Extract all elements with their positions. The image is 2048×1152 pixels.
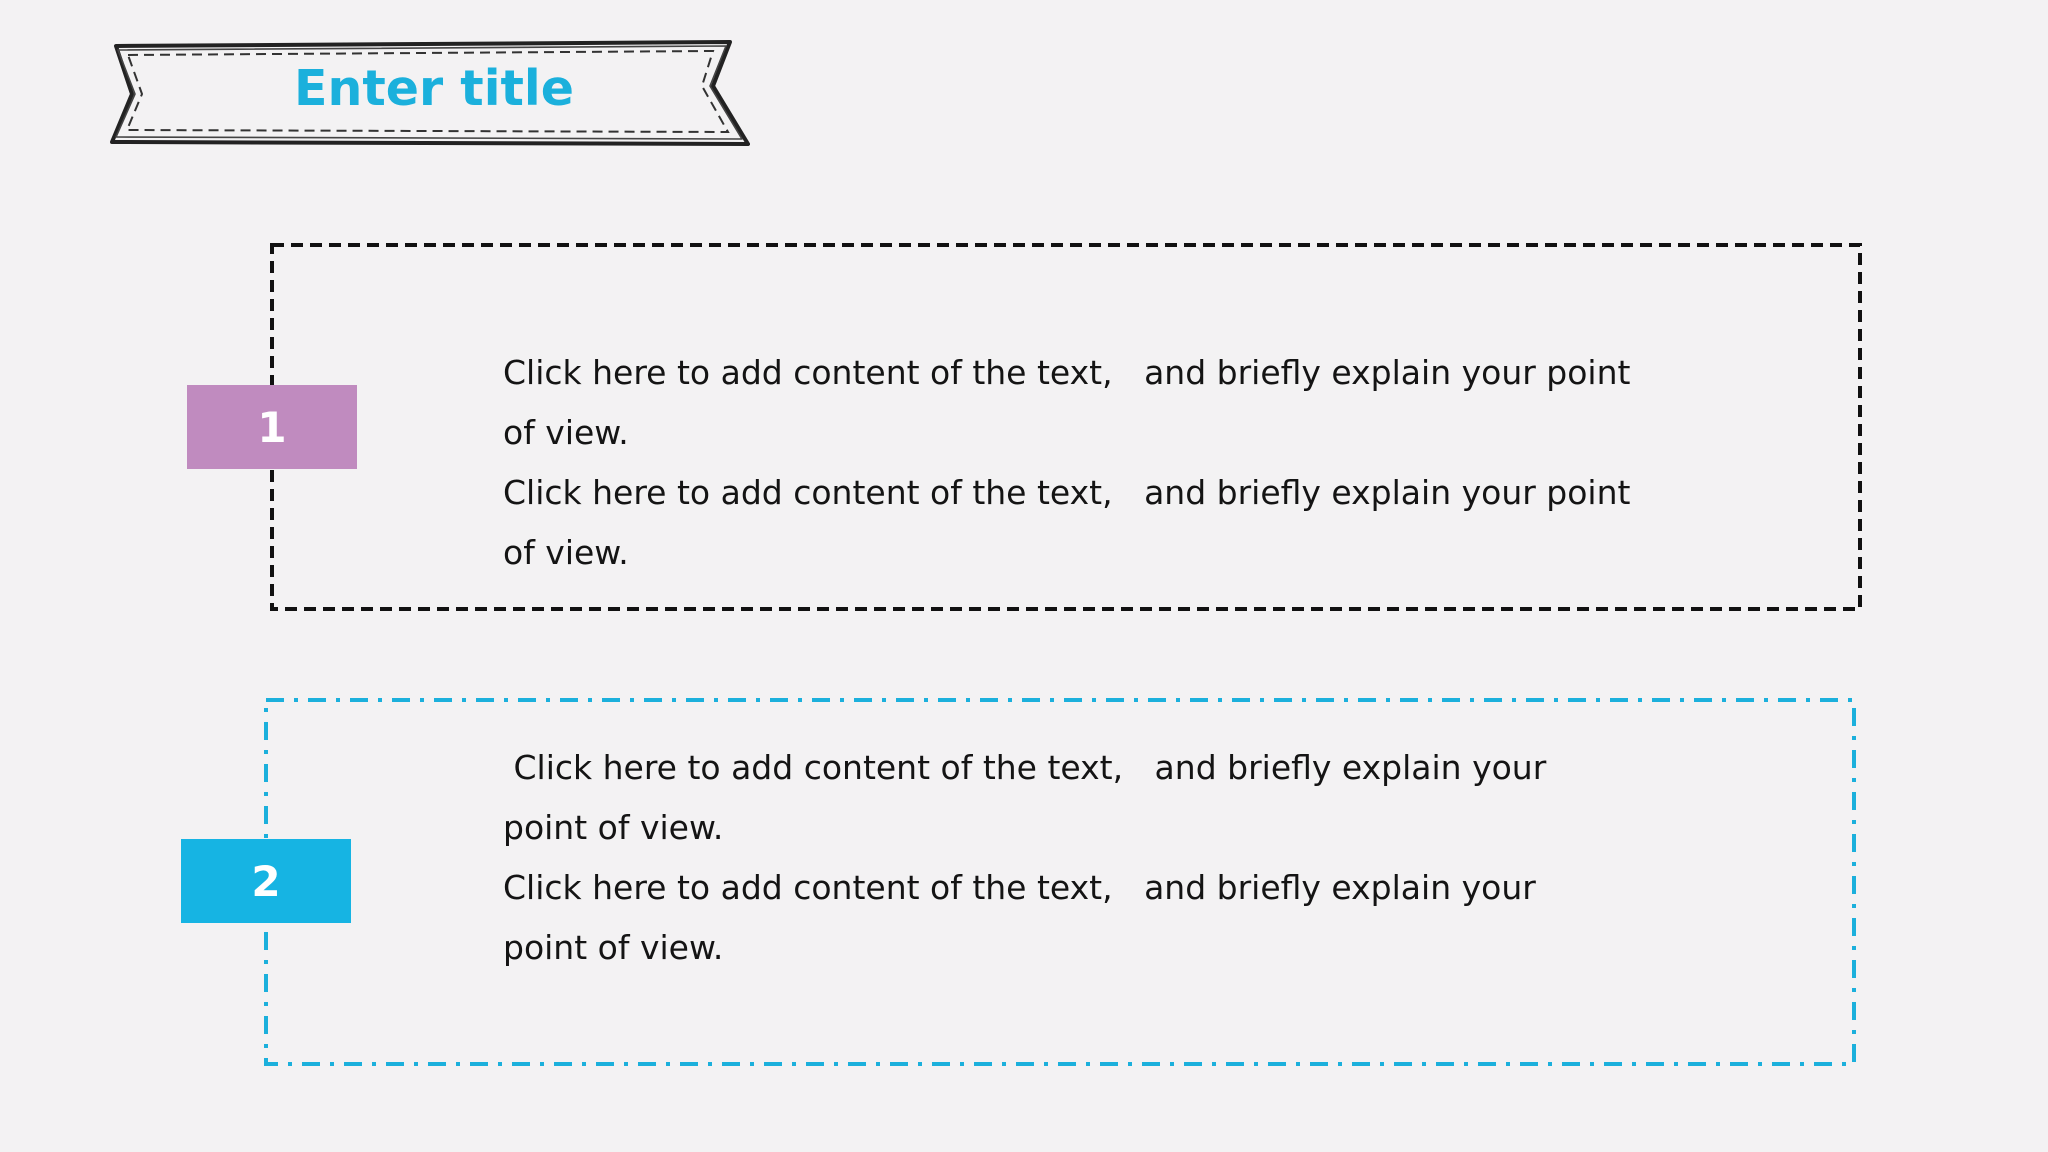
text-line: of view. bbox=[503, 413, 629, 452]
text-line: Click here to add content of the text, and briefly explain your bbox=[503, 868, 1536, 907]
text-line: point of view. bbox=[503, 928, 724, 967]
content-text-2[interactable] bbox=[503, 738, 1546, 978]
section-number-badge-2: 2 bbox=[181, 839, 351, 923]
slide-title[interactable]: Enter title bbox=[294, 59, 574, 117]
text-line: Click here to add content of the text, and briefly explain your point bbox=[503, 473, 1631, 512]
text-line: Click here to add content of the text, and briefly explain your point bbox=[503, 353, 1631, 392]
text-line: point of view. bbox=[503, 808, 724, 847]
section-number-badge-1: 1 bbox=[187, 385, 357, 469]
title-banner[interactable] bbox=[108, 38, 750, 150]
content-text-1[interactable] bbox=[503, 343, 1630, 583]
text-line: Click here to add content of the text, and briefly explain your bbox=[503, 748, 1547, 787]
text-line: of view. bbox=[503, 533, 629, 572]
